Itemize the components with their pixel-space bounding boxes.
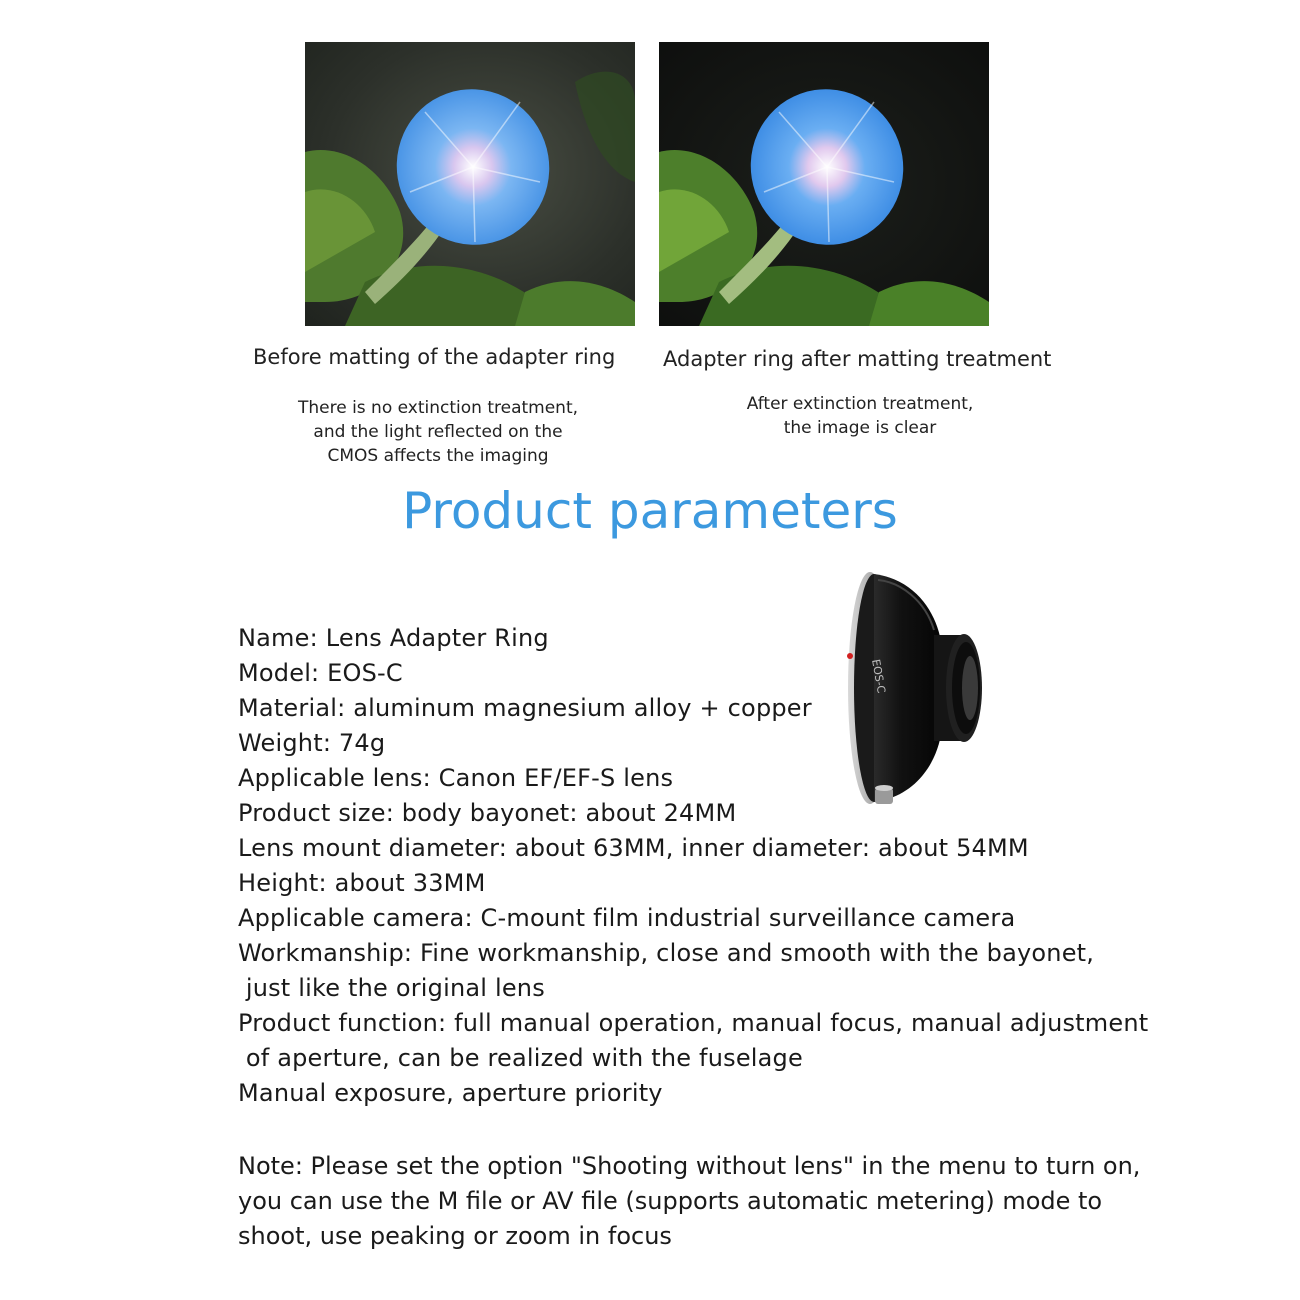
param-line: Applicable camera: C-mount film industrial surveillance camera [238, 904, 1016, 932]
adapter-label: EOS-C [869, 658, 888, 695]
description-after-line: the image is clear [783, 418, 937, 438]
description-before-line: CMOS affects the imaging [327, 446, 549, 466]
caption-after: Adapter ring after matting treatment [663, 347, 1052, 371]
param-line: Name: Lens Adapter Ring [238, 624, 549, 652]
parameters-list [238, 621, 1148, 1111]
adapter-ring-image [830, 560, 1000, 820]
photo-before-matting [305, 42, 635, 326]
description-before-line: and the light reflected on the [313, 422, 563, 442]
description-after-line: After extinction treatment, [746, 394, 974, 414]
param-line: Height: about 33MM [238, 869, 486, 897]
description-before [278, 396, 598, 468]
param-line: just like the original lens [238, 974, 545, 1002]
product-parameters-title: Product parameters [402, 482, 898, 540]
param-line: Weight: 74g [238, 729, 386, 757]
param-line: Lens mount diameter: about 63MM, inner diameter: about 54MM [238, 834, 1029, 862]
param-line: Product size: body bayonet: about 24MM [238, 799, 737, 827]
param-line: Model: EOS-C [238, 659, 403, 687]
photo-after-matting [659, 42, 989, 326]
param-line: Material: aluminum magnesium alloy + copper [238, 694, 812, 722]
note-line: Note: Please set the option "Shooting without lens" in the menu to turn on, [238, 1152, 1141, 1180]
note [238, 1149, 1140, 1254]
description-before-line: There is no extinction treatment, [297, 398, 579, 418]
param-line: Product function: full manual operation, manual focus, manual adjustment [238, 1009, 1149, 1037]
caption-before: Before matting of the adapter ring [253, 345, 616, 369]
note-line: shoot, use peaking or zoom in focus [238, 1222, 672, 1250]
param-line: Manual exposure, aperture priority [238, 1079, 663, 1107]
note-line: you can use the M file or AV file (supports automatic metering) mode to [238, 1187, 1103, 1215]
morning-glory-image-after [659, 42, 989, 326]
description-after [705, 392, 1015, 440]
morning-glory-image-before [305, 42, 635, 326]
param-line: Workmanship: Fine workmanship, close and smooth with the bayonet, [238, 939, 1095, 967]
param-line: of aperture, can be realized with the fuselage [238, 1044, 803, 1072]
param-line: Applicable lens: Canon EF/EF-S lens [238, 764, 674, 792]
